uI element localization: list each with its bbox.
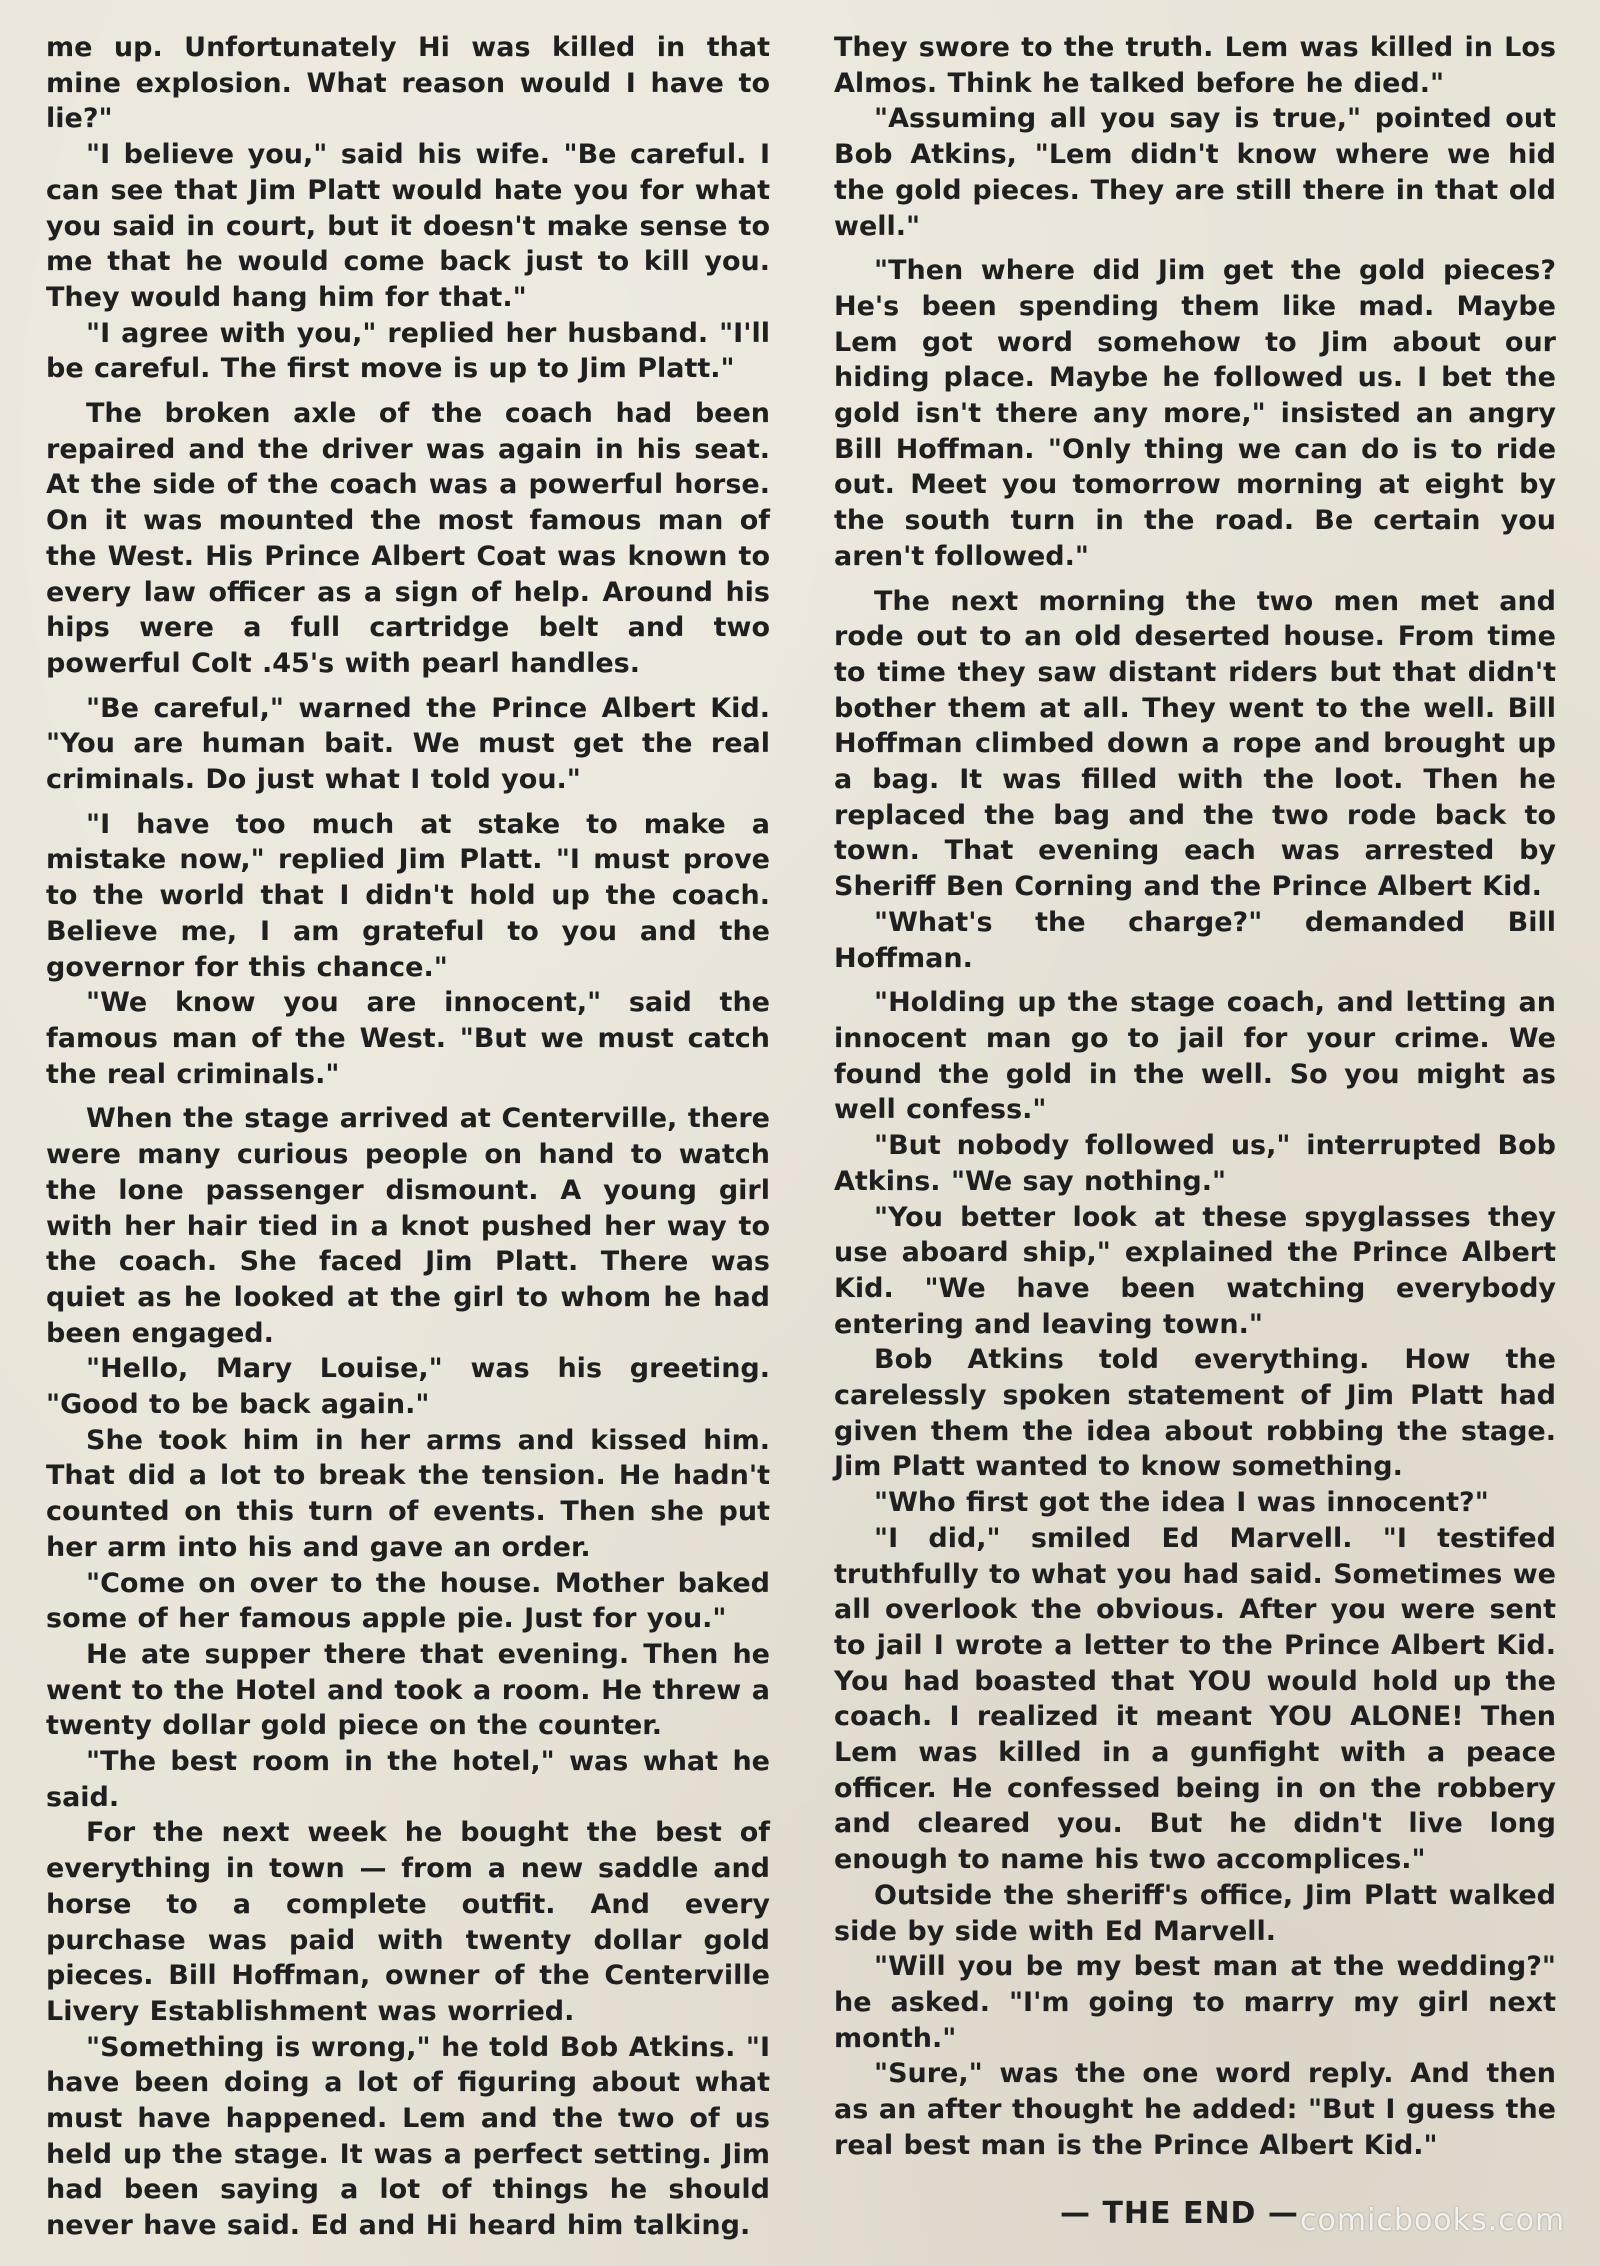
paragraph: "I have too much at stake to make a mistake now," replied Jim Platt. "I must prove to the world that I didn't hold up the coach. Believe me, I am grateful to you and the governor for this chance." [46, 808, 770, 983]
paragraph: When the stage arrived at Centerville, there were many curious people on hand to watch the lone passenger dismount. A young girl with her hair tied in a knot pushed her way to the coach. She faced Jim Platt. There was quiet as he looked at the girl to whom he had been engaged. [46, 1103, 770, 1349]
paragraph: "Sure," was the one word reply. And then as an after thought he added: "But I guess the real best man is the Prince Albert Kid." [834, 2058, 1556, 2161]
paragraph: "Who first got the idea I was innocent?" [874, 1487, 1489, 1519]
paragraph: "Something is wrong," he told Bob Atkins. "I have been doing a lot of figuring about what must have happened. Lem and the two of us held up the stage. It was a perfect setting. Jim had been saying a lot of things he should never have said. Ed and Hi heard him talking. [46, 2031, 770, 2242]
paragraph: He ate supper there that evening. Then he went to the Hotel and took a room. He threw a twenty dollar gold piece on the counter. [46, 1638, 770, 1742]
paragraph: "Will you be my best man at the wedding?" he asked. "I'm going to marry my girl next month." [834, 1951, 1556, 2054]
paragraph: "Assuming all you say is true," pointed out Bob Atkins, "Lem didn't know where we hid the gold pieces. They are still there in that old well." [834, 103, 1556, 242]
paragraph: "The best room in the hotel," was what he said. [46, 1746, 770, 1813]
paragraph: "Holding up the stage coach, and letting an innocent man go to jail for your crime. We found the gold in the well. So you might as well confess." [834, 987, 1556, 1126]
paragraph: "Then where did Jim get the gold pieces? He's been spending them like mad. Maybe Lem got word somehow to Jim about our hiding place. Maybe he followed us. I bet the gold isn't there any more," insisted an angry Bill Hoffman. "Only thing we can do is to ride out. Meet you tomorrow morning at eight by the south turn in the road. Be certain you aren't followed." [834, 255, 1556, 572]
paragraph: "What's the charge?" demanded Bill Hoffman. [834, 906, 1556, 974]
paragraph: Bob Atkins told everything. How the carelessly spoken statement of Jim Platt had given them the idea about robbing the stage. Jim Platt wanted to know something. [834, 1344, 1556, 1483]
paragraph: "I believe you," said his wife. "Be careful. I can see that Jim Platt would hate you for what you said in court, but it doesn't make sense to me that he would come back just to kill you. They would hang him for that." [46, 139, 770, 313]
paragraph: For the next week he bought the best of everything in town — from a new saddle and horse to a complete outfit. And every purchase was paid with twenty dollar gold pieces. Bill Hoffman, owner of the Centerville Livery Establishment was worried. [46, 1817, 770, 2027]
paragraph: "You better look at these spyglasses they use aboard ship," explained the Prince Albert Kid. "We have been watching everybody entering and leaving town." [834, 1201, 1556, 1340]
watermark-text: comicbooks.com [1300, 2203, 1566, 2238]
right-text-column [834, 30, 1556, 2163]
paragraph: The broken axle of the coach had been repaired and the driver was again in his seat. At the side of the coach was a powerful horse. On it was mounted the most famous man of the West. His Prince Albert Coat was known to every law officer as a sign of help. Around his hips were a full cartridge belt and two powerful Colt .45's with pearl handles. [46, 398, 770, 679]
paragraph: "Hello, Mary Louise," was his greeting. "Good to be back again." [46, 1353, 770, 1421]
paragraph: "But nobody followed us," interrupted Bob Atkins. "We say nothing." [834, 1130, 1556, 1197]
paragraph: The next morning the two men met and rode out to an old deserted house. From time to time they saw distant riders but that didn't bother them at all. They went to the well. Bill Hoffman climbed down a rope and brought up a bag. It was filled with the loot. Then he replaced the bag and the two rode back to town. That evening each was arrested by Sheriff Ben Corning and the Prince Albert Kid. [834, 585, 1556, 903]
the-end-marker: — THE END — [1060, 2196, 1299, 2231]
paragraph: "I did," smiled Ed Marvell. "I testifed truthfully to what you had said. Sometimes we all overlook the obvious. After you were sent to jail I wrote a letter to the Prince Albert Kid. You had boasted that YOU would hold up the coach. I realized it meant YOU ALONE! Then Lem was killed in a gunfight with a peace officer. He confessed being in on the robbery and cleared you. But he didn't live long enough to name his two accomplices." [834, 1522, 1556, 1876]
paragraph: She took him in her arms and kissed him. That did a lot to break the tension. He hadn't counted on this turn of events. Then she put her arm into his and gave an order. [46, 1424, 770, 1563]
paragraph: "Be careful," warned the Prince Albert Kid. "You are human bait. We must get the real criminals. Do just what I told you." [46, 692, 770, 796]
paragraph: "I agree with you," replied her husband. "I'll be careful. The first move is up to Jim Platt." [46, 317, 770, 385]
paragraph: me up. Unfortunately Hi was killed in that mine explosion. What reason would I have to lie?" [46, 32, 770, 135]
paragraph: "Come on over to the house. Mother baked some of her famous apple pie. Just for you." [46, 1567, 770, 1635]
left-text-column [46, 30, 770, 2244]
paragraph: Outside the sheriff's office, Jim Platt walked side by side with Ed Marvell. [834, 1879, 1556, 1947]
paragraph: "We know you are innocent," said the famous man of the West. "But we must catch the real criminals." [46, 987, 770, 1090]
paragraph: They swore to the truth. Lem was killed in Los Almos. Think he talked before he died." [834, 32, 1556, 99]
